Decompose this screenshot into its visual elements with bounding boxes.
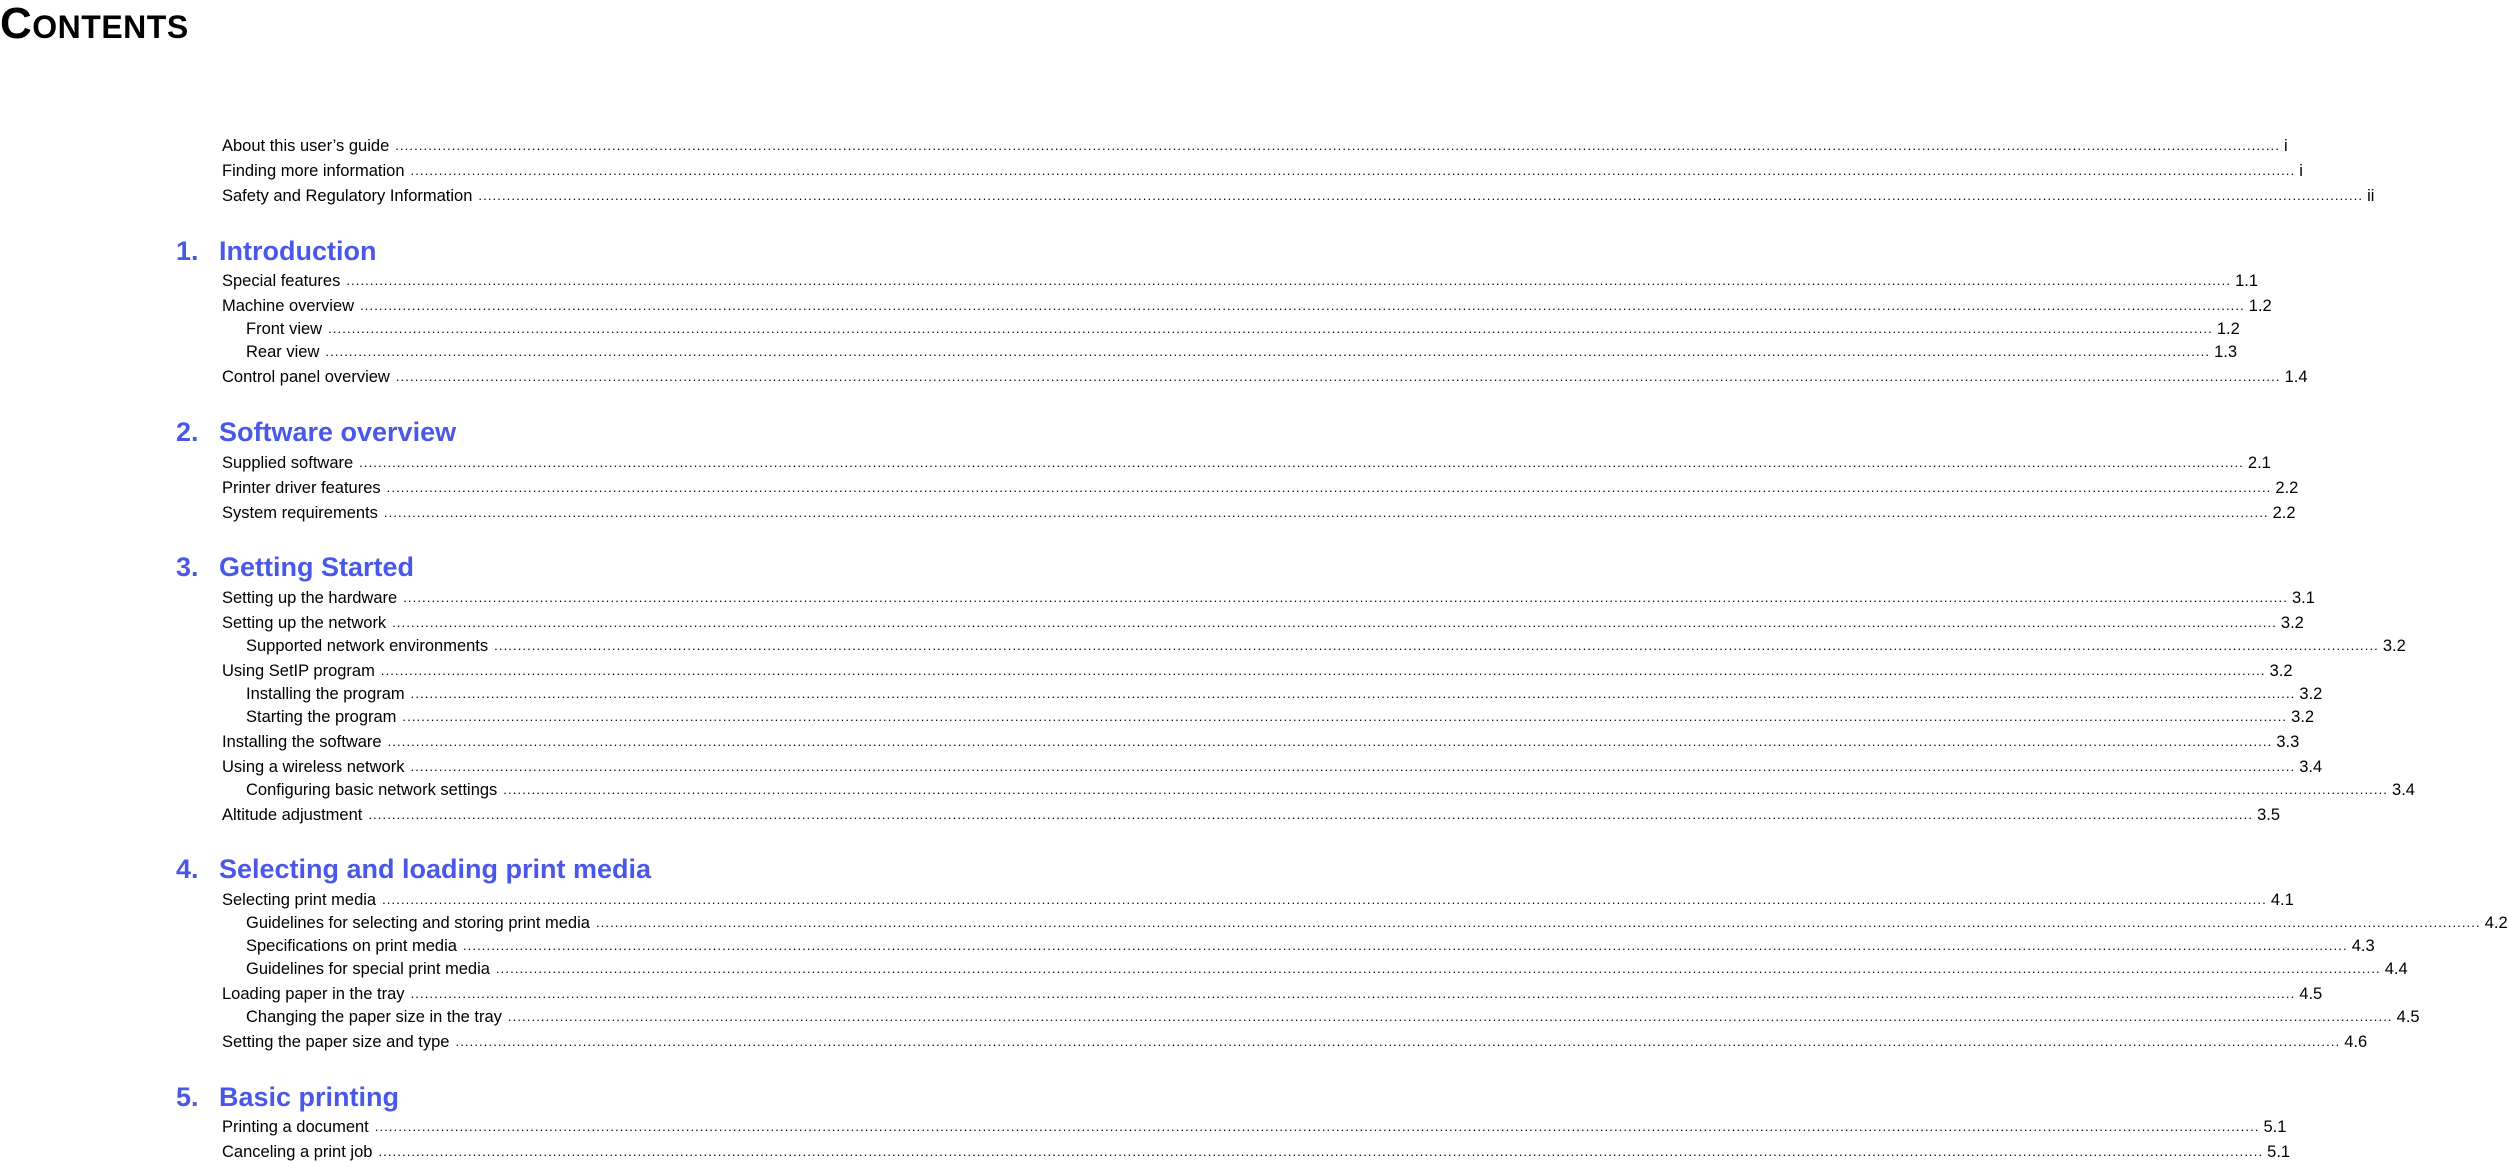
- toc-page-number: 4.3: [2351, 937, 2375, 955]
- section-title: Selecting and loading print media: [219, 854, 652, 884]
- toc-entry-title: Configuring basic network settings: [246, 781, 498, 799]
- toc-page-number: i: [2283, 137, 2288, 155]
- toc-entry-title: Safety and Regulatory Information: [222, 187, 473, 205]
- toc-subentry[interactable]: [246, 705, 2315, 727]
- toc-page-number: 3.2: [2269, 662, 2293, 680]
- dot-leader: ................................................................................................................................................................................................................................................................................................................................................................................................................: [360, 298, 2245, 313]
- toc-entry-title: System requirements: [222, 504, 378, 522]
- toc-entry-title: Supported network environments: [246, 637, 489, 655]
- toc-subentry[interactable]: [246, 682, 2323, 704]
- toc-entry-title: Special features: [222, 272, 341, 290]
- section-title: Basic printing: [219, 1082, 400, 1112]
- dot-leader: ................................................................................................................................................................................................................................................................................................................................................................................................................: [380, 663, 2266, 678]
- toc-subentry[interactable]: [246, 911, 2508, 933]
- toc-entry-title: Guidelines for selecting and storing print media: [246, 914, 590, 932]
- toc-page-number: i: [2299, 162, 2303, 180]
- toc-entry[interactable]: [222, 659, 2293, 681]
- toc-entry-title: Changing the paper size in the tray: [246, 1008, 502, 1026]
- toc-entry-title: Machine overview: [222, 297, 355, 315]
- toc-entry[interactable]: [222, 755, 2323, 777]
- toc-page-number: 4.5: [2299, 985, 2323, 1003]
- toc-entry[interactable]: [222, 1140, 2291, 1162]
- toc-entry[interactable]: [222, 611, 2304, 633]
- toc-entry-title: Selecting print media: [222, 891, 377, 909]
- dot-leader: ................................................................................................................................................................................................................................................................................................................................................................................................................: [403, 590, 2288, 605]
- dot-leader: ................................................................................................................................................................................................................................................................................................................................................................................................................: [410, 759, 2296, 774]
- toc-page-number: 3.3: [2276, 733, 2300, 751]
- section-title: Getting Started: [219, 552, 415, 582]
- dot-leader: ................................................................................................................................................................................................................................................................................................................................................................................................................: [368, 807, 2254, 822]
- toc-entry[interactable]: [222, 1115, 2287, 1137]
- toc-page-number: 4.4: [2384, 960, 2408, 978]
- dot-leader: ................................................................................................................................................................................................................................................................................................................................................................................................................: [402, 709, 2288, 724]
- toc-page-number: 3.2: [2280, 614, 2304, 632]
- toc-entry-title: Using SetIP program: [222, 662, 375, 680]
- toc-entry[interactable]: [222, 294, 2272, 316]
- toc-page-number: 1.3: [2214, 343, 2238, 361]
- toc-entry-title: Altitude adjustment: [222, 806, 363, 824]
- toc-entry-title: Front view: [246, 320, 323, 338]
- toc-entry-title: Setting up the network: [222, 614, 387, 632]
- toc-subentry[interactable]: [246, 934, 2375, 956]
- toc-page-number: 3.2: [2291, 708, 2315, 726]
- dot-leader: ................................................................................................................................................................................................................................................................................................................................................................................................................: [462, 938, 2348, 953]
- toc-page-number: 3.4: [2299, 758, 2323, 776]
- toc-page-number: 1.1: [2235, 272, 2258, 290]
- dot-leader: ................................................................................................................................................................................................................................................................................................................................................................................................................: [374, 1119, 2260, 1134]
- toc-entry-title: Starting the program: [246, 708, 397, 726]
- dot-leader: ................................................................................................................................................................................................................................................................................................................................................................................................................: [328, 321, 2213, 336]
- dot-leader: ................................................................................................................................................................................................................................................................................................................................................................................................................: [410, 986, 2296, 1001]
- toc-entry[interactable]: [222, 1030, 2368, 1052]
- toc-entry[interactable]: [222, 888, 2294, 910]
- toc-entry[interactable]: [222, 451, 2271, 473]
- toc-entry[interactable]: [222, 501, 2296, 523]
- section-title: Introduction: [219, 236, 377, 266]
- dot-leader: ................................................................................................................................................................................................................................................................................................................................................................................................................: [410, 686, 2296, 701]
- toc-page-number: ii: [2367, 187, 2375, 205]
- section-number: 3.: [176, 552, 199, 582]
- toc-entry-title: Using a wireless network: [222, 758, 405, 776]
- toc-entry-title: Printer driver features: [222, 479, 381, 497]
- toc-page-number: 3.5: [2257, 806, 2281, 824]
- dot-leader: ................................................................................................................................................................................................................................................................................................................................................................................................................: [395, 138, 2280, 153]
- toc-entry-title: Finding more information: [222, 162, 405, 180]
- toc-page-number: 5.1: [2263, 1118, 2287, 1136]
- toc-page-number: 1.2: [2248, 297, 2272, 315]
- toc-page-number: 3.1: [2291, 589, 2315, 607]
- toc-entry-title: Setting up the hardware: [222, 589, 398, 607]
- section-number: 2.: [176, 417, 199, 447]
- dot-leader: ................................................................................................................................................................................................................................................................................................................................................................................................................: [392, 615, 2277, 630]
- toc-page-number: 4.5: [2396, 1008, 2420, 1026]
- toc-entry[interactable]: [222, 184, 2375, 206]
- dot-leader: ................................................................................................................................................................................................................................................................................................................................................................................................................: [387, 734, 2273, 749]
- dot-leader: ................................................................................................................................................................................................................................................................................................................................................................................................................: [325, 344, 2211, 359]
- toc-entry-title: Installing the software: [222, 733, 382, 751]
- toc-page-number: 1.2: [2216, 320, 2240, 338]
- toc-page-number: 4.6: [2344, 1033, 2368, 1051]
- toc-page-number: 2.2: [2272, 504, 2296, 522]
- toc-entry-title: Supplied software: [222, 454, 354, 472]
- dot-leader: ................................................................................................................................................................................................................................................................................................................................................................................................................: [595, 915, 2481, 930]
- toc-subentry[interactable]: [246, 1005, 2420, 1027]
- toc-entry-title: Rear view: [246, 343, 320, 361]
- dot-leader: ................................................................................................................................................................................................................................................................................................................................................................................................................: [495, 961, 2381, 976]
- dot-leader: ................................................................................................................................................................................................................................................................................................................................................................................................................: [386, 480, 2272, 495]
- toc-page-number: 5.1: [2267, 1143, 2291, 1161]
- toc-entry[interactable]: [222, 476, 2299, 498]
- toc-entry-title: Installing the program: [246, 685, 405, 703]
- dot-leader: ................................................................................................................................................................................................................................................................................................................................................................................................................: [378, 1144, 2264, 1159]
- toc-subentry[interactable]: [246, 778, 2415, 800]
- toc-page-number: 4.1: [2270, 891, 2294, 909]
- toc-entry[interactable]: [222, 586, 2315, 608]
- toc-page-number: 3.4: [2392, 781, 2415, 799]
- section-heading[interactable]: [176, 550, 414, 584]
- toc-entry[interactable]: [222, 730, 2300, 752]
- toc-subentry[interactable]: [246, 340, 2238, 362]
- toc-entry-title: Guidelines for special print media: [246, 960, 490, 978]
- section-heading[interactable]: [176, 234, 376, 268]
- toc-subentry[interactable]: [246, 317, 2240, 339]
- toc-page-number: 2.2: [2275, 479, 2299, 497]
- dot-leader: ................................................................................................................................................................................................................................................................................................................................................................................................................: [382, 892, 2267, 907]
- toc-page-number: 3.2: [2382, 637, 2406, 655]
- page-title: CONTENTS: [0, 0, 189, 48]
- toc-entry[interactable]: [222, 134, 2288, 156]
- dot-leader: ................................................................................................................................................................................................................................................................................................................................................................................................................: [507, 1009, 2393, 1024]
- dot-leader: ................................................................................................................................................................................................................................................................................................................................................................................................................: [455, 1034, 2341, 1049]
- dot-leader: ................................................................................................................................................................................................................................................................................................................................................................................................................: [395, 369, 2281, 384]
- section-heading[interactable]: [176, 852, 651, 886]
- toc-page-number: 1.4: [2284, 368, 2308, 386]
- toc-subentry[interactable]: [246, 957, 2408, 979]
- section-heading[interactable]: [176, 415, 456, 449]
- toc-entry[interactable]: [222, 269, 2258, 291]
- toc-entry[interactable]: [222, 159, 2303, 181]
- toc-entry-title: Control panel overview: [222, 368, 390, 386]
- section-heading[interactable]: [176, 1080, 399, 1114]
- toc-entry[interactable]: [222, 982, 2323, 1004]
- toc-page-number: 3.2: [2299, 685, 2323, 703]
- toc-subentry[interactable]: [246, 634, 2406, 656]
- toc-entry-title: About this user’s guide: [222, 137, 390, 155]
- toc-entry-title: Canceling a print job: [222, 1143, 373, 1161]
- toc-entry-title: Setting the paper size and type: [222, 1033, 450, 1051]
- toc-entry-title: Printing a document: [222, 1118, 369, 1136]
- dot-leader: ................................................................................................................................................................................................................................................................................................................................................................................................................: [383, 505, 2269, 520]
- toc-page-number: 4.2: [2484, 914, 2508, 932]
- toc-entry-title: Loading paper in the tray: [222, 985, 405, 1003]
- toc-page-number: 2.1: [2247, 454, 2271, 472]
- toc-entry-title: Specifications on print media: [246, 937, 457, 955]
- toc-entry[interactable]: [222, 365, 2308, 387]
- dot-leader: ................................................................................................................................................................................................................................................................................................................................................................................................................: [346, 273, 2232, 288]
- section-number: 5.: [176, 1082, 199, 1112]
- dot-leader: ................................................................................................................................................................................................................................................................................................................................................................................................................: [410, 163, 2296, 178]
- dot-leader: ................................................................................................................................................................................................................................................................................................................................................................................................................: [494, 638, 2379, 653]
- dot-leader: ................................................................................................................................................................................................................................................................................................................................................................................................................: [478, 188, 2364, 203]
- section-number: 1.: [176, 236, 199, 266]
- dot-leader: ................................................................................................................................................................................................................................................................................................................................................................................................................: [503, 782, 2389, 797]
- dot-leader: ................................................................................................................................................................................................................................................................................................................................................................................................................: [359, 455, 2244, 470]
- toc-entry[interactable]: [222, 803, 2281, 825]
- section-title: Software overview: [219, 417, 457, 447]
- section-number: 4.: [176, 854, 199, 884]
